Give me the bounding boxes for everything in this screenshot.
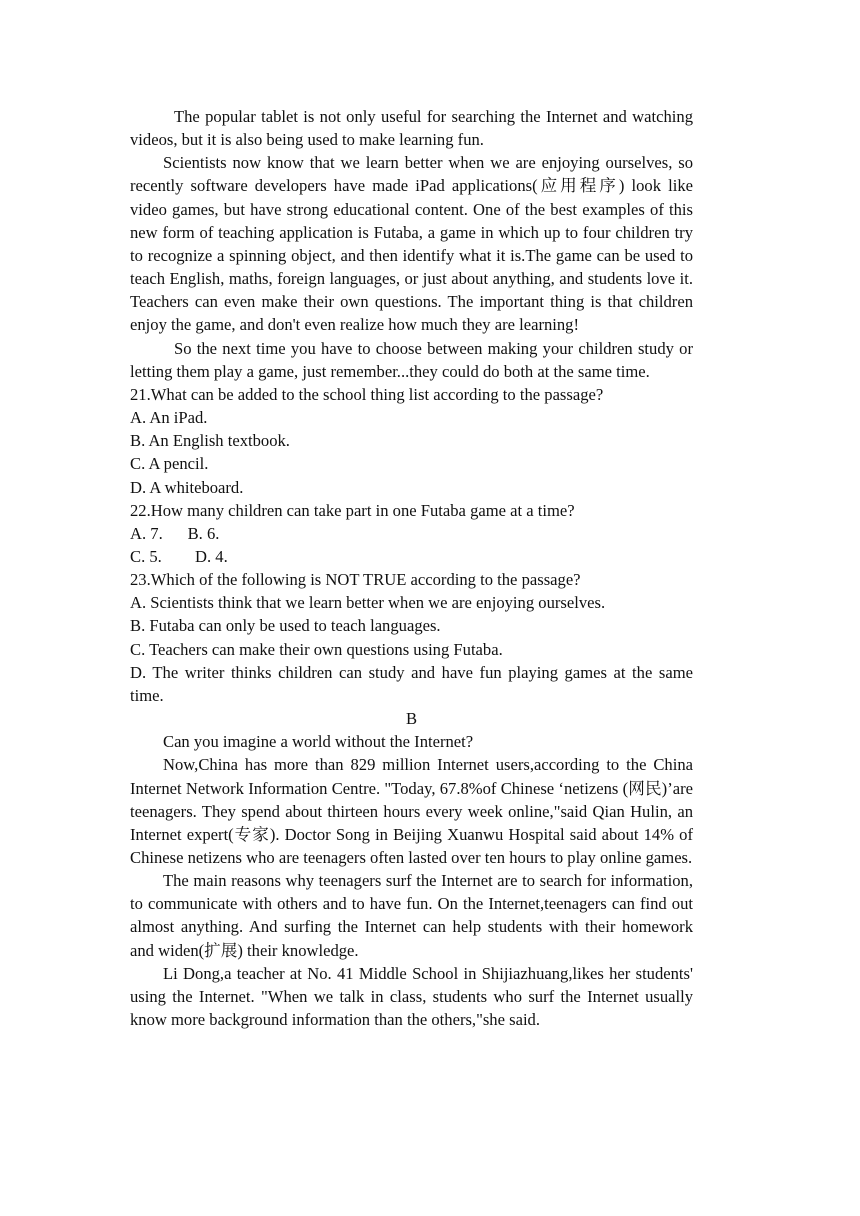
option-a: A. Scientists think that we learn better when we are enjoying ourselves. — [130, 593, 606, 613]
option-b: B. Futaba can only be used to teach languages. — [130, 616, 441, 636]
option-a: A. An iPad. — [130, 408, 208, 428]
question-22 — [130, 499, 693, 568]
passage-b-paragraph-1: Can you imagine a world without the Internet? — [163, 732, 474, 752]
passage-a-paragraph-2: Scientists now know that we learn better when we are enjoying ourselves, so recently software developers have made iPad applications(应用程序) look like video games, but have strong educational content. One of the best examples of this new form of teaching application is Futaba, a game in which up to four children try to recognize a spinning object, and then identify what it is.The game can be used to teach English, maths, foreign languages, or just about anything, and students love it. Teachers can even make their own questions. The important thing is that children enjoy the game, and don't even realize how much they are learning! — [130, 153, 693, 335]
passage-b-paragraph-2: Now,China has more than 829 million Internet users,according to the China Internet Network Information Centre. "Today, 67.8%of Chinese ‘netizens (网民)’are teenagers. They spend about thirteen hours every week online,"said Qian Hulin, an Internet expert(专家). Doctor Song in Beijing Xuanwu Hospital said about 14% of Chinese netizens who are teenagers often lasted over ten hours to play online games. — [130, 755, 693, 867]
option-d: D. The writer thinks children can study and have fun playing games at the same time. — [130, 662, 693, 705]
passage-b-paragraph-4: Li Dong,a teacher at No. 41 Middle School in Shijiazhuang,likes her students' using the Internet. "When we talk in class, students who surf the Internet usually know more background information than the others,"she said. — [130, 963, 693, 1030]
option-c: C. Teachers can make their own questions using Futaba. — [130, 639, 503, 659]
question-21 — [130, 383, 693, 499]
question-23 — [130, 568, 693, 707]
passage-b-paragraph-3: The main reasons why teenagers surf the Internet are to search for information, to communicate with others and to have fun. On the Internet,teenagers can find out almost anything. And surfing the Internet can help students with their homework and widen(扩展) their knowledge. — [130, 871, 693, 960]
section-heading-b: B — [405, 709, 418, 729]
option-b: B. An English textbook. — [130, 431, 290, 451]
passage-a-paragraph-3: So the next time you have to choose between making your children study or letting them play a game, just remember...they could do both at the same time. — [130, 338, 693, 381]
option-row-cd: C. 5. D. 4. — [130, 546, 228, 566]
document-page — [130, 105, 693, 1031]
option-c: C. A pencil. — [130, 454, 209, 474]
question-stem: 22.How many children can take part in one Futaba game at a time? — [130, 500, 575, 520]
passage-a-paragraph-1: The popular tablet is not only useful for searching the Internet and watching videos, but it is also being used to make learning fun. — [130, 107, 693, 150]
option-d: D. A whiteboard. — [130, 477, 244, 497]
question-stem: 21.What can be added to the school thing list according to the passage? — [130, 384, 604, 404]
option-row-ab: A. 7. B. 6. — [130, 523, 220, 543]
question-stem: 23.Which of the following is NOT TRUE according to the passage? — [130, 570, 581, 590]
